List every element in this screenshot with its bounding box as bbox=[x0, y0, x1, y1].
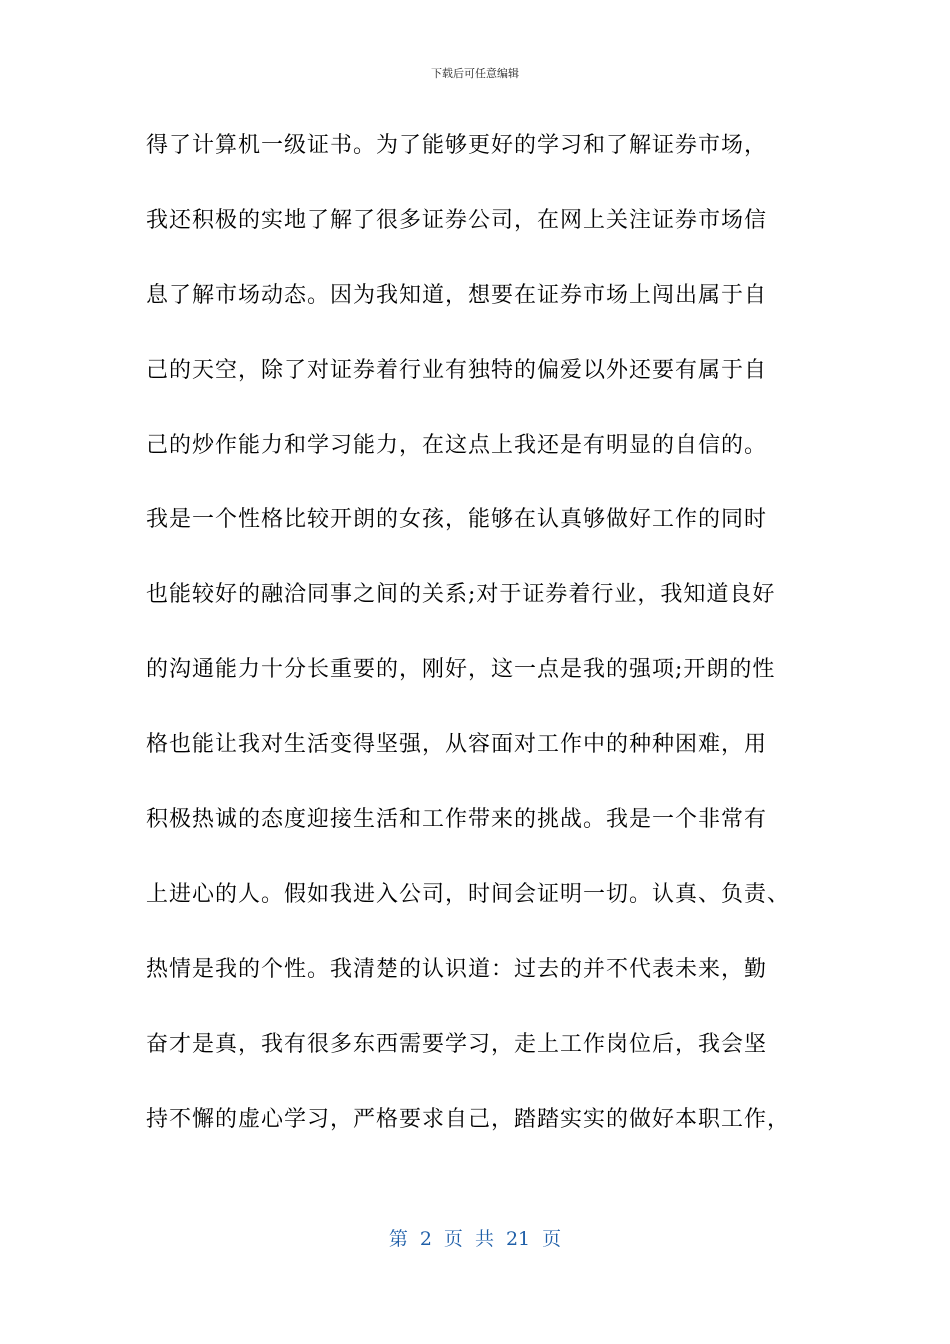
text-line: 热情是我的个性。我清楚的认识道：过去的并不代表未来，勤 bbox=[146, 956, 768, 982]
text-line: 也能较好的融洽同事之间的关系;对于证券着行业，我知道良好 bbox=[146, 582, 776, 608]
footer-prefix: 第 bbox=[388, 1228, 408, 1250]
text-line: 我是一个性格比较开朗的女孩，能够在认真够做好工作的同时 bbox=[146, 507, 768, 533]
text-line: 的沟通能力十分长重要的，刚好，这一点是我的强项;开朗的性 bbox=[146, 657, 776, 683]
document-body bbox=[146, 120, 806, 1168]
text-line: 我还积极的实地了解了很多证券公司，在网上关注证券市场信 bbox=[146, 207, 768, 233]
footer-current-page: 2 bbox=[419, 1228, 432, 1250]
text-line: 己的天空，除了对证券着行业有独特的偏爱以外还要有属于自 bbox=[146, 357, 768, 383]
footer-total-pages: 21 bbox=[505, 1228, 531, 1250]
text-line: 积极热诚的态度迎接生活和工作带来的挑战。我是一个非常有 bbox=[146, 807, 768, 833]
text-line: 奋才是真，我有很多东西需要学习，走上工作岗位后，我会坚 bbox=[146, 1031, 768, 1057]
text-line: 息了解市场动态。因为我知道，想要在证券市场上闯出属于自 bbox=[146, 282, 768, 308]
header-text: 下载后可任意编辑 bbox=[431, 67, 519, 80]
page-footer bbox=[0, 1226, 950, 1252]
footer-suffix: 页 bbox=[542, 1228, 562, 1250]
text-line: 得了计算机一级证书。为了能够更好的学习和了解证券市场， bbox=[146, 133, 768, 158]
text-line: 格也能让我对生活变得坚强，从容面对工作中的种种困难，用 bbox=[146, 732, 768, 758]
page-header bbox=[0, 66, 950, 82]
text-line: 己的炒作能力和学习能力，在这点上我还是有明显的自信的。 bbox=[146, 432, 768, 458]
text-line: 上进心的人。假如我进入公司，时间会证明一切。认真、负责、 bbox=[146, 881, 791, 907]
text-line: 持不懈的虚心学习，严格要求自己，踏踏实实的做好本职工作， bbox=[146, 1106, 791, 1132]
footer-middle: 页 共 bbox=[443, 1228, 494, 1250]
